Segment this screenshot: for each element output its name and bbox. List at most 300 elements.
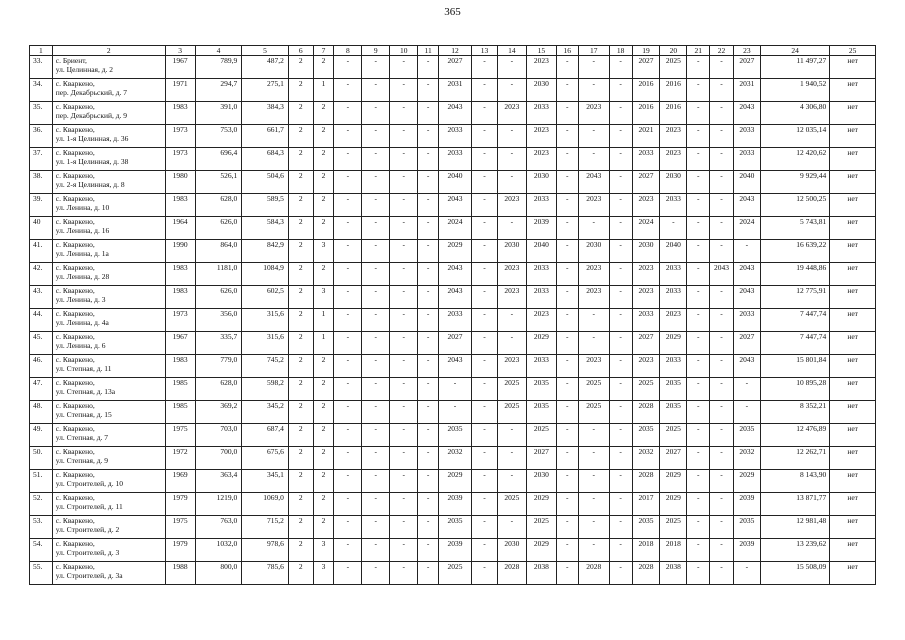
table-cell: -	[710, 286, 734, 309]
table-row	[30, 148, 876, 171]
table-cell: -	[334, 217, 362, 240]
table-cell: -	[497, 470, 526, 493]
table-cell: 2	[313, 148, 334, 171]
table-cell: 1973	[165, 309, 195, 332]
table-cell: -	[556, 539, 578, 562]
table-cell: 2	[313, 217, 334, 240]
table-cell: -	[334, 470, 362, 493]
table-row	[30, 332, 876, 355]
table-cell: 2033	[632, 148, 660, 171]
column-header-2: 2	[52, 46, 165, 56]
address-cell: с. Кваркено, ул. Степная, д. 13а	[52, 378, 165, 401]
table-cell: 19 448,86	[760, 263, 829, 286]
column-number-header	[30, 46, 876, 56]
table-cell: 745,2	[242, 355, 289, 378]
table-row	[30, 56, 876, 79]
table-cell: -	[418, 194, 439, 217]
table-cell: -	[418, 470, 439, 493]
table-cell: нет	[830, 355, 876, 378]
table-cell: -	[390, 56, 418, 79]
table-cell: 2023	[497, 286, 526, 309]
table-cell: -	[334, 378, 362, 401]
table-cell: 363,4	[195, 470, 242, 493]
table-cell: -	[390, 355, 418, 378]
table-cell: 2023	[632, 286, 660, 309]
table-cell: -	[472, 263, 498, 286]
column-header-14: 14	[497, 46, 526, 56]
table-cell: -	[438, 401, 471, 424]
table-cell: -	[472, 562, 498, 585]
table-cell: -	[687, 240, 710, 263]
table-cell: 1980	[165, 171, 195, 194]
table-cell: -	[390, 240, 418, 263]
table-cell: 13 239,62	[760, 539, 829, 562]
table-cell: 2031	[733, 79, 760, 102]
table-cell: 12 500,25	[760, 194, 829, 217]
table-cell: -	[687, 194, 710, 217]
table-cell: 785,6	[242, 562, 289, 585]
table-cell: -	[334, 447, 362, 470]
table-cell: -	[362, 125, 390, 148]
table-cell: 275,1	[242, 79, 289, 102]
table-cell: 675,6	[242, 447, 289, 470]
address-cell: с. Бриент, ул. Целинная, д. 2	[52, 56, 165, 79]
table-cell: 10 895,28	[760, 378, 829, 401]
table-cell: 2039	[526, 217, 556, 240]
table-cell: нет	[830, 332, 876, 355]
table-cell: 2	[288, 401, 313, 424]
table-cell: нет	[830, 56, 876, 79]
row-number-cell: 54.	[30, 539, 53, 562]
table-cell: -	[390, 194, 418, 217]
table-cell: -	[687, 263, 710, 286]
table-cell: 335,7	[195, 332, 242, 355]
row-number-cell: 44.	[30, 309, 53, 332]
table-cell: -	[687, 171, 710, 194]
table-cell: 3	[313, 539, 334, 562]
table-cell: -	[710, 424, 734, 447]
table-cell: нет	[830, 493, 876, 516]
table-cell: 2	[288, 194, 313, 217]
table-cell: -	[609, 424, 632, 447]
address-cell: с. Кваркено, ул. Ленина, д. 16	[52, 217, 165, 240]
table-cell: -	[497, 148, 526, 171]
table-cell: 1985	[165, 401, 195, 424]
table-cell: 2021	[632, 125, 660, 148]
table-cell: 315,6	[242, 332, 289, 355]
table-cell: 2023	[578, 102, 609, 125]
table-cell: 2029	[660, 470, 687, 493]
table-cell: 2025	[660, 516, 687, 539]
table-cell: -	[362, 240, 390, 263]
table-cell: 2035	[438, 516, 471, 539]
table-cell: 1983	[165, 286, 195, 309]
table-cell: 2029	[660, 493, 687, 516]
table-cell: 2030	[497, 539, 526, 562]
table-cell: 1983	[165, 194, 195, 217]
row-number-cell: 41.	[30, 240, 53, 263]
table-cell: -	[418, 516, 439, 539]
column-header-10: 10	[390, 46, 418, 56]
table-cell: -	[609, 539, 632, 562]
table-cell: 842,9	[242, 240, 289, 263]
table-cell: -	[472, 355, 498, 378]
table-cell: -	[556, 56, 578, 79]
table-cell: -	[362, 263, 390, 286]
table-cell: 11 497,27	[760, 56, 829, 79]
table-cell: 2	[313, 424, 334, 447]
table-row	[30, 378, 876, 401]
table-cell: 2027	[438, 56, 471, 79]
table-cell: 2	[288, 378, 313, 401]
table-cell: -	[687, 56, 710, 79]
table-cell: -	[362, 470, 390, 493]
table-cell: 2027	[438, 332, 471, 355]
table-cell: 2023	[497, 263, 526, 286]
table-cell: -	[472, 286, 498, 309]
table-cell: нет	[830, 148, 876, 171]
table-cell: 2023	[497, 102, 526, 125]
table-cell: -	[609, 332, 632, 355]
table-cell: -	[556, 240, 578, 263]
table-cell: нет	[830, 217, 876, 240]
table-cell: -	[578, 516, 609, 539]
table-cell: -	[687, 493, 710, 516]
table-row	[30, 447, 876, 470]
table-cell: 2	[288, 355, 313, 378]
table-cell: -	[609, 148, 632, 171]
column-header-25: 25	[830, 46, 876, 56]
table-cell: 2033	[438, 125, 471, 148]
table-cell: -	[472, 194, 498, 217]
table-cell: 2025	[497, 401, 526, 424]
table-cell: 12 775,91	[760, 286, 829, 309]
address-cell: с. Кваркено, пер. Декабрьский, д. 7	[52, 79, 165, 102]
table-cell: -	[497, 125, 526, 148]
table-row	[30, 493, 876, 516]
table-cell: 2025	[526, 424, 556, 447]
table-cell: 1181,0	[195, 263, 242, 286]
table-cell: 369,2	[195, 401, 242, 424]
table-cell: 2	[288, 332, 313, 355]
table-cell: 2035	[632, 424, 660, 447]
table-cell: -	[710, 332, 734, 355]
table-cell: 2033	[438, 309, 471, 332]
table-cell: 1973	[165, 148, 195, 171]
table-cell: -	[578, 56, 609, 79]
address-cell: с. Кваркено, ул. Ленина, д. 28	[52, 263, 165, 286]
table-cell: 1032,0	[195, 539, 242, 562]
table-cell: 2023	[632, 355, 660, 378]
table-cell: -	[418, 286, 439, 309]
table-cell: -	[687, 286, 710, 309]
table-cell: -	[497, 217, 526, 240]
table-cell: -	[362, 286, 390, 309]
table-cell: 779,0	[195, 355, 242, 378]
table-cell: -	[390, 148, 418, 171]
table-cell: 2	[288, 217, 313, 240]
table-cell: 1967	[165, 56, 195, 79]
table-cell: -	[334, 355, 362, 378]
table-cell: 8 143,90	[760, 470, 829, 493]
table-cell: нет	[830, 125, 876, 148]
table-cell: 2027	[733, 56, 760, 79]
table-cell: -	[687, 470, 710, 493]
table-cell: 2016	[632, 79, 660, 102]
table-cell: 626,0	[195, 217, 242, 240]
address-cell: с. Кваркено, ул. Ленина, д. 1а	[52, 240, 165, 263]
table-cell: -	[497, 424, 526, 447]
table-cell: 2023	[526, 148, 556, 171]
row-number-cell: 48.	[30, 401, 53, 424]
table-cell: -	[362, 171, 390, 194]
address-cell: с. Кваркено, ул. Степная, д. 11	[52, 355, 165, 378]
table-cell: -	[472, 148, 498, 171]
table-cell: -	[362, 516, 390, 539]
table-cell: 3	[313, 562, 334, 585]
table-cell: -	[418, 263, 439, 286]
table-cell: 2043	[438, 102, 471, 125]
table-cell: 2039	[733, 493, 760, 516]
table-cell: 2	[313, 102, 334, 125]
table-cell: нет	[830, 562, 876, 585]
table-cell: 2043	[438, 286, 471, 309]
table-cell: -	[710, 102, 734, 125]
table-cell: -	[556, 102, 578, 125]
table-row	[30, 401, 876, 424]
table-cell: -	[710, 493, 734, 516]
column-header-21: 21	[687, 46, 710, 56]
table-cell: 15 801,84	[760, 355, 829, 378]
table-cell: 2033	[660, 263, 687, 286]
row-number-cell: 36.	[30, 125, 53, 148]
address-cell: с. Кваркено, ул. Ленина, д. 3	[52, 286, 165, 309]
table-cell: 15 508,09	[760, 562, 829, 585]
table-cell: -	[497, 516, 526, 539]
table-cell: 2035	[632, 516, 660, 539]
table-cell: -	[687, 447, 710, 470]
table-cell: 1983	[165, 263, 195, 286]
table-cell: -	[556, 493, 578, 516]
table-cell: 2027	[733, 332, 760, 355]
table-cell: -	[710, 56, 734, 79]
table-cell: -	[418, 493, 439, 516]
table-cell: -	[472, 401, 498, 424]
table-cell: 2033	[526, 194, 556, 217]
table-cell: 2025	[526, 516, 556, 539]
table-cell: 661,7	[242, 125, 289, 148]
table-row	[30, 263, 876, 286]
table-cell: 2027	[660, 447, 687, 470]
table-cell: -	[390, 516, 418, 539]
table-cell: -	[710, 240, 734, 263]
table-cell: -	[578, 125, 609, 148]
table-cell: нет	[830, 309, 876, 332]
table-row	[30, 125, 876, 148]
table-cell: -	[334, 263, 362, 286]
column-header-6: 6	[288, 46, 313, 56]
table-cell: 2035	[438, 424, 471, 447]
table-cell: -	[362, 562, 390, 585]
table-cell: 2040	[438, 171, 471, 194]
table-cell: 2016	[632, 102, 660, 125]
address-cell: с. Кваркено, ул. Строителей, д. 3а	[52, 562, 165, 585]
address-cell: с. Кваркено, ул. Степная, д. 7	[52, 424, 165, 447]
table-cell: 2016	[660, 79, 687, 102]
table-cell: 2	[313, 194, 334, 217]
table-cell: 2	[288, 447, 313, 470]
table-cell: 2	[288, 539, 313, 562]
table-row	[30, 309, 876, 332]
column-header-12: 12	[438, 46, 471, 56]
table-cell: -	[556, 355, 578, 378]
table-cell: -	[418, 102, 439, 125]
table-cell: 763,0	[195, 516, 242, 539]
table-cell: 2033	[660, 355, 687, 378]
table-cell: 2038	[526, 562, 556, 585]
column-header-9: 9	[362, 46, 390, 56]
table-cell: 2	[288, 79, 313, 102]
table-cell: -	[362, 447, 390, 470]
table-cell: -	[578, 332, 609, 355]
table-cell: 345,2	[242, 401, 289, 424]
table-cell: -	[687, 332, 710, 355]
table-cell: 753,0	[195, 125, 242, 148]
table-cell: 12 262,71	[760, 447, 829, 470]
table-cell: -	[472, 470, 498, 493]
table-cell: -	[390, 447, 418, 470]
column-header-16: 16	[556, 46, 578, 56]
table-cell: 2	[313, 355, 334, 378]
column-header-22: 22	[710, 46, 734, 56]
column-header-5: 5	[242, 46, 289, 56]
address-cell: с. Кваркено, ул. 2-я Целинная, д. 8	[52, 171, 165, 194]
table-cell: -	[687, 125, 710, 148]
address-cell: с. Кваркено, ул. Степная, д. 15	[52, 401, 165, 424]
table-cell: 715,2	[242, 516, 289, 539]
table-cell: -	[578, 148, 609, 171]
column-header-3: 3	[165, 46, 195, 56]
table-cell: -	[710, 194, 734, 217]
address-cell: с. Кваркено, пер. Декабрьский, д. 9	[52, 102, 165, 125]
table-cell: -	[710, 148, 734, 171]
table-cell: 2039	[438, 539, 471, 562]
table-cell: 2031	[438, 79, 471, 102]
column-header-13: 13	[472, 46, 498, 56]
table-cell: -	[556, 217, 578, 240]
table-cell: -	[687, 355, 710, 378]
table-cell: 9 929,44	[760, 171, 829, 194]
row-number-cell: 46.	[30, 355, 53, 378]
table-cell: 1990	[165, 240, 195, 263]
table-cell: -	[710, 217, 734, 240]
table-cell: 2043	[733, 194, 760, 217]
table-row	[30, 102, 876, 125]
table-cell: -	[472, 79, 498, 102]
table-cell: -	[660, 217, 687, 240]
table-cell: -	[710, 447, 734, 470]
table-cell: 2024	[733, 217, 760, 240]
row-number-cell: 43.	[30, 286, 53, 309]
table-cell: -	[334, 102, 362, 125]
table-cell: 2	[313, 493, 334, 516]
column-header-23: 23	[733, 46, 760, 56]
table-cell: -	[362, 102, 390, 125]
table-cell: 2030	[526, 171, 556, 194]
table-cell: -	[418, 355, 439, 378]
table-cell: 626,0	[195, 286, 242, 309]
table-cell: -	[733, 240, 760, 263]
table-cell: -	[334, 240, 362, 263]
table-cell: 2032	[632, 447, 660, 470]
table-cell: -	[362, 217, 390, 240]
table-cell: -	[472, 309, 498, 332]
table-cell: -	[687, 148, 710, 171]
table-cell: -	[390, 286, 418, 309]
table-cell: -	[418, 56, 439, 79]
table-cell: 2027	[632, 171, 660, 194]
table-cell: -	[710, 516, 734, 539]
table-cell: 2	[288, 562, 313, 585]
table-cell: -	[390, 332, 418, 355]
table-cell: 2035	[660, 401, 687, 424]
table-cell: 2028	[632, 562, 660, 585]
table-cell: -	[687, 516, 710, 539]
address-cell: с. Кваркено, ул. Строителей, д. 11	[52, 493, 165, 516]
table-cell: 2035	[526, 378, 556, 401]
table-cell: 2018	[660, 539, 687, 562]
row-number-cell: 37.	[30, 148, 53, 171]
table-cell: -	[390, 562, 418, 585]
table-cell: 864,0	[195, 240, 242, 263]
table-cell: -	[556, 470, 578, 493]
table-cell: 1985	[165, 378, 195, 401]
table-cell: 2023	[578, 355, 609, 378]
table-cell: 2033	[733, 309, 760, 332]
table-cell: 2	[313, 378, 334, 401]
table-cell: 2016	[660, 102, 687, 125]
table-cell: -	[390, 539, 418, 562]
table-cell: -	[609, 240, 632, 263]
table-cell: -	[497, 447, 526, 470]
table-row	[30, 217, 876, 240]
table-cell: 628,0	[195, 378, 242, 401]
table-cell: -	[334, 79, 362, 102]
table-cell: 2030	[526, 470, 556, 493]
table-cell: -	[497, 56, 526, 79]
table-cell: -	[390, 171, 418, 194]
table-cell: 1084,9	[242, 263, 289, 286]
table-cell: -	[710, 562, 734, 585]
table-cell: 4 306,80	[760, 102, 829, 125]
row-number-cell: 52.	[30, 493, 53, 516]
table-cell: 384,3	[242, 102, 289, 125]
table-cell: 2033	[632, 309, 660, 332]
table-cell: -	[556, 79, 578, 102]
table-cell: 2043	[438, 263, 471, 286]
table-cell: -	[334, 401, 362, 424]
address-cell: с. Кваркено, ул. Строителей, д. 2	[52, 516, 165, 539]
table-row	[30, 286, 876, 309]
address-cell: с. Кваркено, ул. Строителей, д. 3	[52, 539, 165, 562]
table-cell: -	[418, 539, 439, 562]
table-cell: 12 420,62	[760, 148, 829, 171]
table-cell: -	[362, 539, 390, 562]
table-cell: -	[497, 79, 526, 102]
table-cell: 294,7	[195, 79, 242, 102]
table-cell: 2	[313, 447, 334, 470]
table-cell: 1979	[165, 539, 195, 562]
